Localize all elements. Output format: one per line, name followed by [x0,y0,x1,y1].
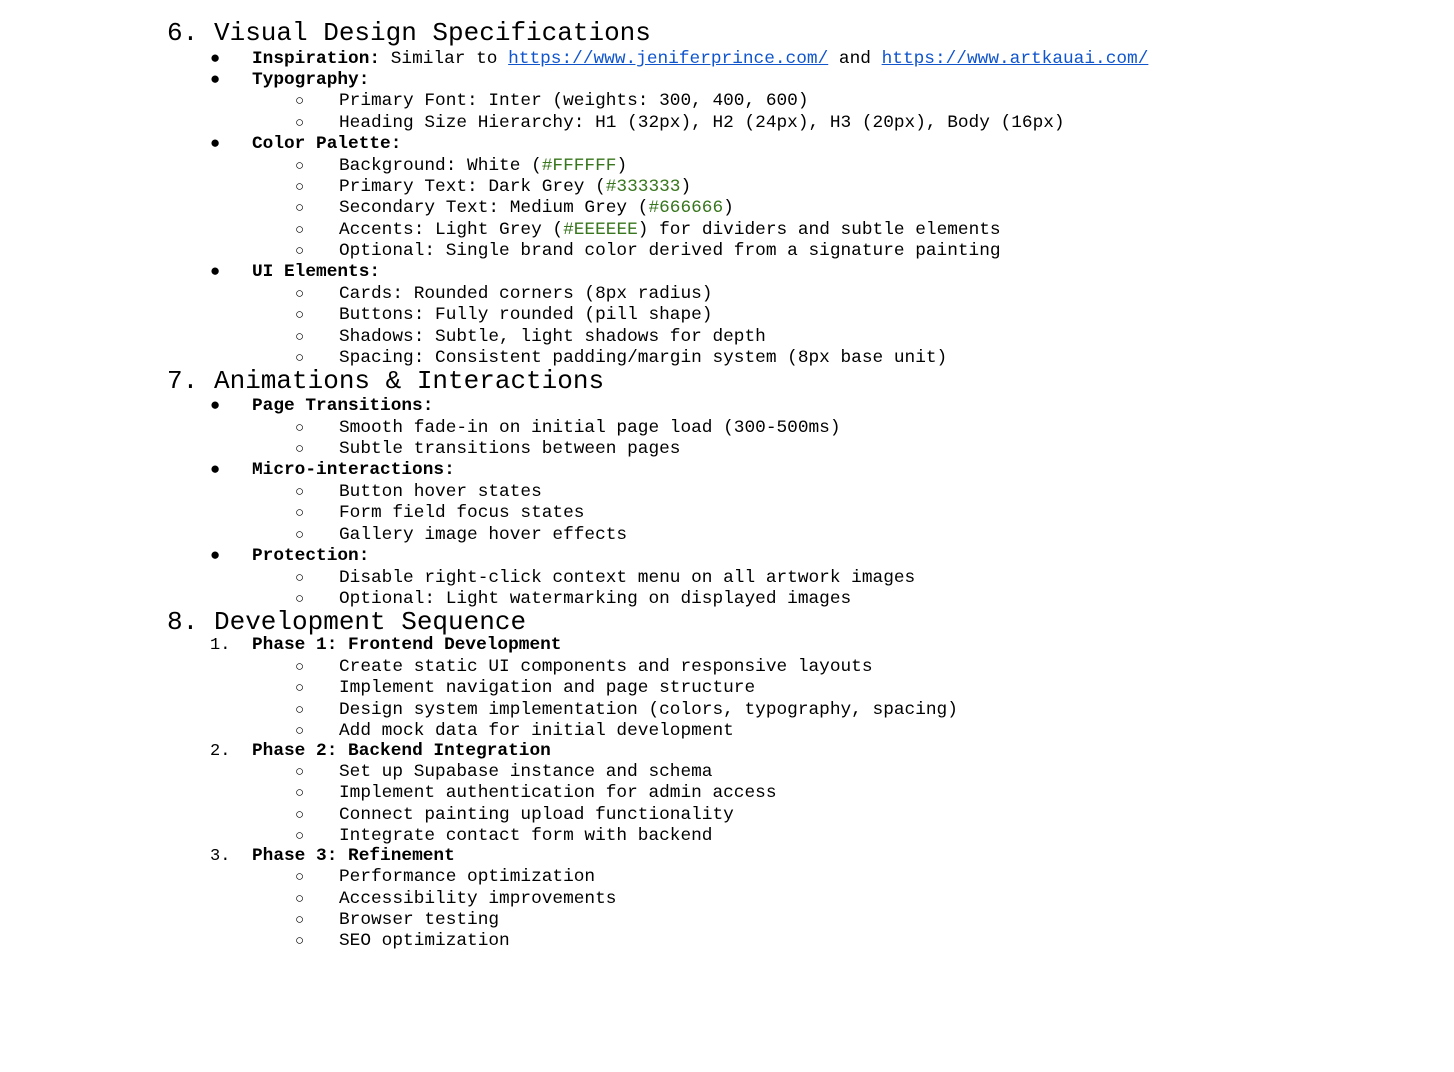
sub-list-item: ○ Gallery image hover effects [295,525,628,545]
phase-title: Backend Integration [348,741,551,761]
hex-code: #333333 [605,177,681,197]
item-label: Inspiration [252,49,370,69]
bullet-marker: ● [210,50,221,69]
sub-bullet-marker: ○ [295,785,305,802]
list-item-inspiration: ● Inspiration: Similar to https://www.jeniferprince.com/ and https://www.artkauai.com/ [210,49,1149,69]
bullet-marker: ● [210,397,221,416]
sub-bullet-marker: ○ [295,807,305,824]
item-label: Page Transitions [252,396,423,416]
sub-bullet-marker: ○ [295,933,305,950]
sub-bullet-marker: ○ [295,505,305,522]
sub-bullet-marker: ○ [295,764,305,781]
sub-bullet-marker: ○ [295,869,305,886]
section-title: Visual Design Specifications [214,18,651,48]
list-item-micro-interactions: ● Micro-interactions: [210,460,455,480]
sub-bullet-marker: ○ [295,222,305,239]
section-number: 8. [167,607,199,637]
sub-list-item: ○ Performance optimization [295,867,596,887]
sub-list-item: ○ SEO optimization [295,931,510,951]
section-heading-visual-design [167,18,651,48]
list-item-ui-elements: ● UI Elements: [210,262,381,282]
sub-bullet-marker: ○ [295,350,305,367]
section-heading-animations [167,366,604,396]
bullet-marker: ● [210,135,221,154]
item-label: Micro-interactions [252,460,445,480]
sub-list-item: ○ Design system implementation (colors, typography, spacing) [295,700,958,720]
sub-bullet-marker: ○ [295,329,305,346]
sub-bullet-marker: ○ [295,527,305,544]
phase-title: Refinement [348,846,455,866]
sub-list-item: ○ Connect painting upload functionality [295,805,734,825]
sub-bullet-marker: ○ [295,179,305,196]
phase-title: Frontend Development [348,635,562,655]
sub-list-item: ○ Secondary Text: Medium Grey (#666666) [295,198,734,218]
bullet-marker: ● [210,461,221,480]
list-item-protection: ● Protection: [210,546,370,566]
phase-item-2: 2. Phase 2: Backend Integration [210,741,551,761]
sub-bullet-marker: ○ [295,591,305,608]
section-title: Animations & Interactions [214,366,605,396]
sub-list-item: ○ Add mock data for initial development [295,721,734,741]
sub-bullet-marker: ○ [295,420,305,437]
sub-bullet-marker: ○ [295,441,305,458]
sub-bullet-marker: ○ [295,702,305,719]
phase-item-3: 3. Phase 3: Refinement [210,846,455,866]
bullet-marker: ● [210,547,221,566]
sub-bullet-marker: ○ [295,484,305,501]
section-number: 7. [167,366,199,396]
bullet-marker: ● [210,263,221,282]
sub-bullet-marker: ○ [295,158,305,175]
sub-list-item: ○ Cards: Rounded corners (8px radius) [295,284,713,304]
sub-list-item: ○ Accessibility improvements [295,889,617,909]
sub-list-item: ○ Primary Font: Inter (weights: 300, 400, 600) [295,91,809,111]
sub-list-item: ○ Heading Size Hierarchy: H1 (32px), H2 (24px), H3 (20px), Body (16px) [295,113,1065,133]
sub-list-item: ○ Create static UI components and responsive layouts [295,657,873,677]
link-jeniferprince[interactable]: https://www.jeniferprince.com/ [508,49,829,69]
sub-bullet-marker: ○ [295,723,305,740]
sub-list-item: ○ Disable right-click context menu on all artwork images [295,568,916,588]
sub-list-item: ○ Implement navigation and page structure [295,678,756,698]
sub-list-item: ○ Set up Supabase instance and schema [295,762,713,782]
sub-list-item: ○ Spacing: Consistent padding/margin system (8px base unit) [295,348,948,368]
sub-bullet-marker: ○ [295,680,305,697]
item-label: Color Palette [252,134,391,154]
sub-list-item: ○ Browser testing [295,910,500,930]
list-item-typography: ● Typography: [210,70,370,90]
phase-item-1: 1. Phase 1: Frontend Development [210,635,562,655]
sub-bullet-marker: ○ [295,659,305,676]
sub-bullet-marker: ○ [295,200,305,217]
sub-list-item: ○ Buttons: Fully rounded (pill shape) [295,305,713,325]
sub-bullet-marker: ○ [295,243,305,260]
sub-bullet-marker: ○ [295,891,305,908]
sub-list-item: ○ Integrate contact form with backend [295,826,713,846]
section-title: Development Sequence [214,607,527,637]
sub-list-item: ○ Implement authentication for admin access [295,783,777,803]
bullet-marker: ● [210,71,221,90]
sub-list-item: ○ Smooth fade-in on initial page load (300-500ms) [295,418,841,438]
sub-list-item: ○ Optional: Light watermarking on displayed images [295,589,852,609]
sub-bullet-marker: ○ [295,115,305,132]
list-item-page-transitions: ● Page Transitions: [210,396,434,416]
list-item-color-palette: ● Color Palette: [210,134,402,154]
hex-code: #EEEEEE [563,220,638,240]
phase-number: 1. [210,636,231,655]
sub-list-item: ○ Accents: Light Grey (#EEEEEE) for dividers and subtle elements [295,220,1001,240]
sub-list-item: ○ Button hover states [295,482,542,502]
sub-bullet-marker: ○ [295,828,305,845]
sub-list-item: ○ Form field focus states [295,503,585,523]
sub-bullet-marker: ○ [295,307,305,324]
link-artkauai[interactable]: https://www.artkauai.com/ [881,49,1149,69]
sub-bullet-marker: ○ [295,286,305,303]
sub-bullet-marker: ○ [295,912,305,929]
sub-list-item: ○ Shadows: Subtle, light shadows for depth [295,327,766,347]
item-label: Protection [252,546,359,566]
sub-bullet-marker: ○ [295,93,305,110]
item-label: UI Elements [252,262,370,282]
phase-number: 3. [210,847,231,866]
sub-list-item: ○ Optional: Single brand color derived from a signature painting [295,241,1001,261]
hex-code: #FFFFFF [541,156,617,176]
section-heading-development [167,607,526,637]
hex-code: #666666 [648,198,724,218]
phase-number: 2. [210,742,231,761]
sub-bullet-marker: ○ [295,570,305,587]
item-label: Typography [252,70,359,90]
sub-list-item: ○ Subtle transitions between pages [295,439,681,459]
sub-list-item: ○ Background: White (#FFFFFF) [295,156,628,176]
sub-list-item: ○ Primary Text: Dark Grey (#333333) [295,177,692,197]
section-number: 6. [167,18,199,48]
